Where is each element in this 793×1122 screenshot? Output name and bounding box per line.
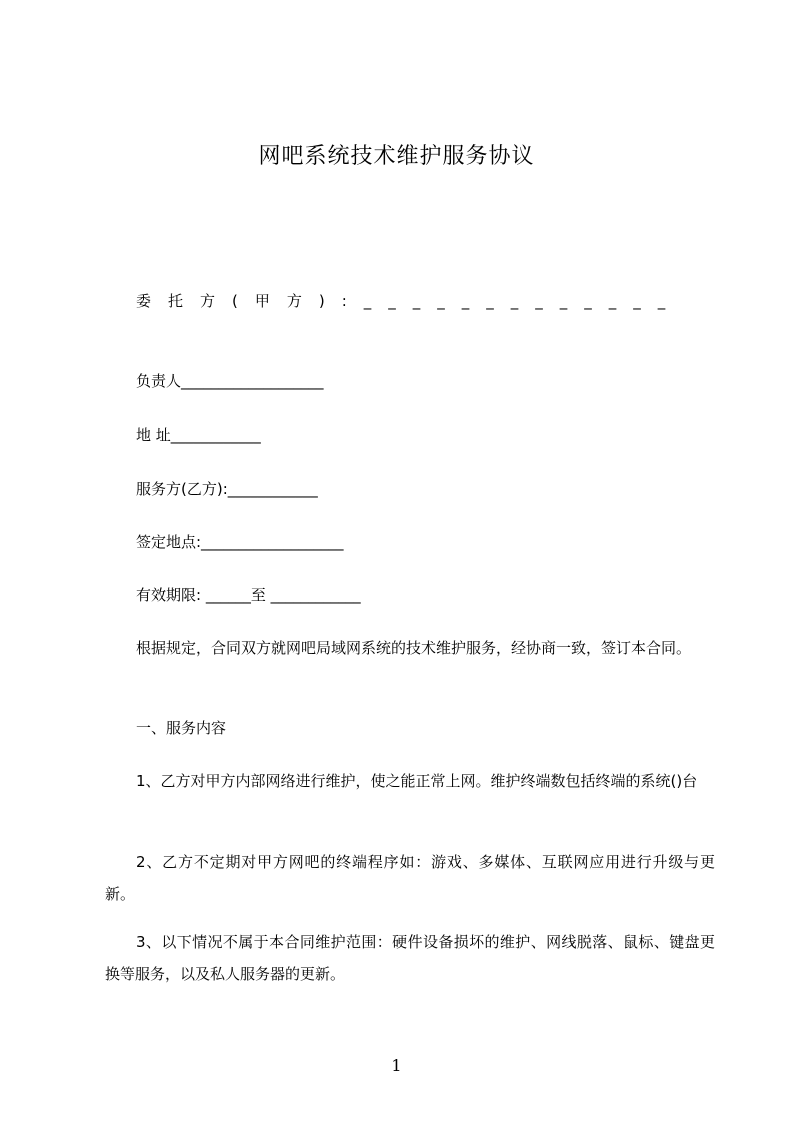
service-clause-2: 2、乙方不定期对甲方网吧的终端程序如：游戏、多媒体、互联网应用进行升级与更新。 [105,853,715,903]
service-clause-1: 1、乙方对甲方内部网络进行维护，使之能正常上网。维护终端数包括终端的系统()台 [136,772,698,790]
service-party-field: 服务方(乙方):____________ [136,480,318,498]
address-field: 地 址____________ [136,426,261,444]
agreement-intro: 根据规定，合同双方就网吧局域网系统的技术维护服务，经协商一致，签订本合同。 [136,639,692,657]
client-party-line: 委托方(甲方):_____________ [136,292,683,310]
validity-period-field: 有效期限: ______至 ____________ [136,586,361,604]
responsible-person-field: 负责人___________________ [136,372,324,390]
section-title-service-content: 一、服务内容 [136,719,227,737]
document-title: 网吧系统技术维护服务协议 [258,144,535,169]
service-clause-3: 3、以下情况不属于本合同维护范围：硬件设备损坏的维护、网线脱落、鼠标、键盘更换等服务，以及私人服务器的更新。 [105,933,715,983]
signing-place-field: 签定地点:___________________ [136,533,344,551]
page-number: 1 [391,1056,402,1075]
